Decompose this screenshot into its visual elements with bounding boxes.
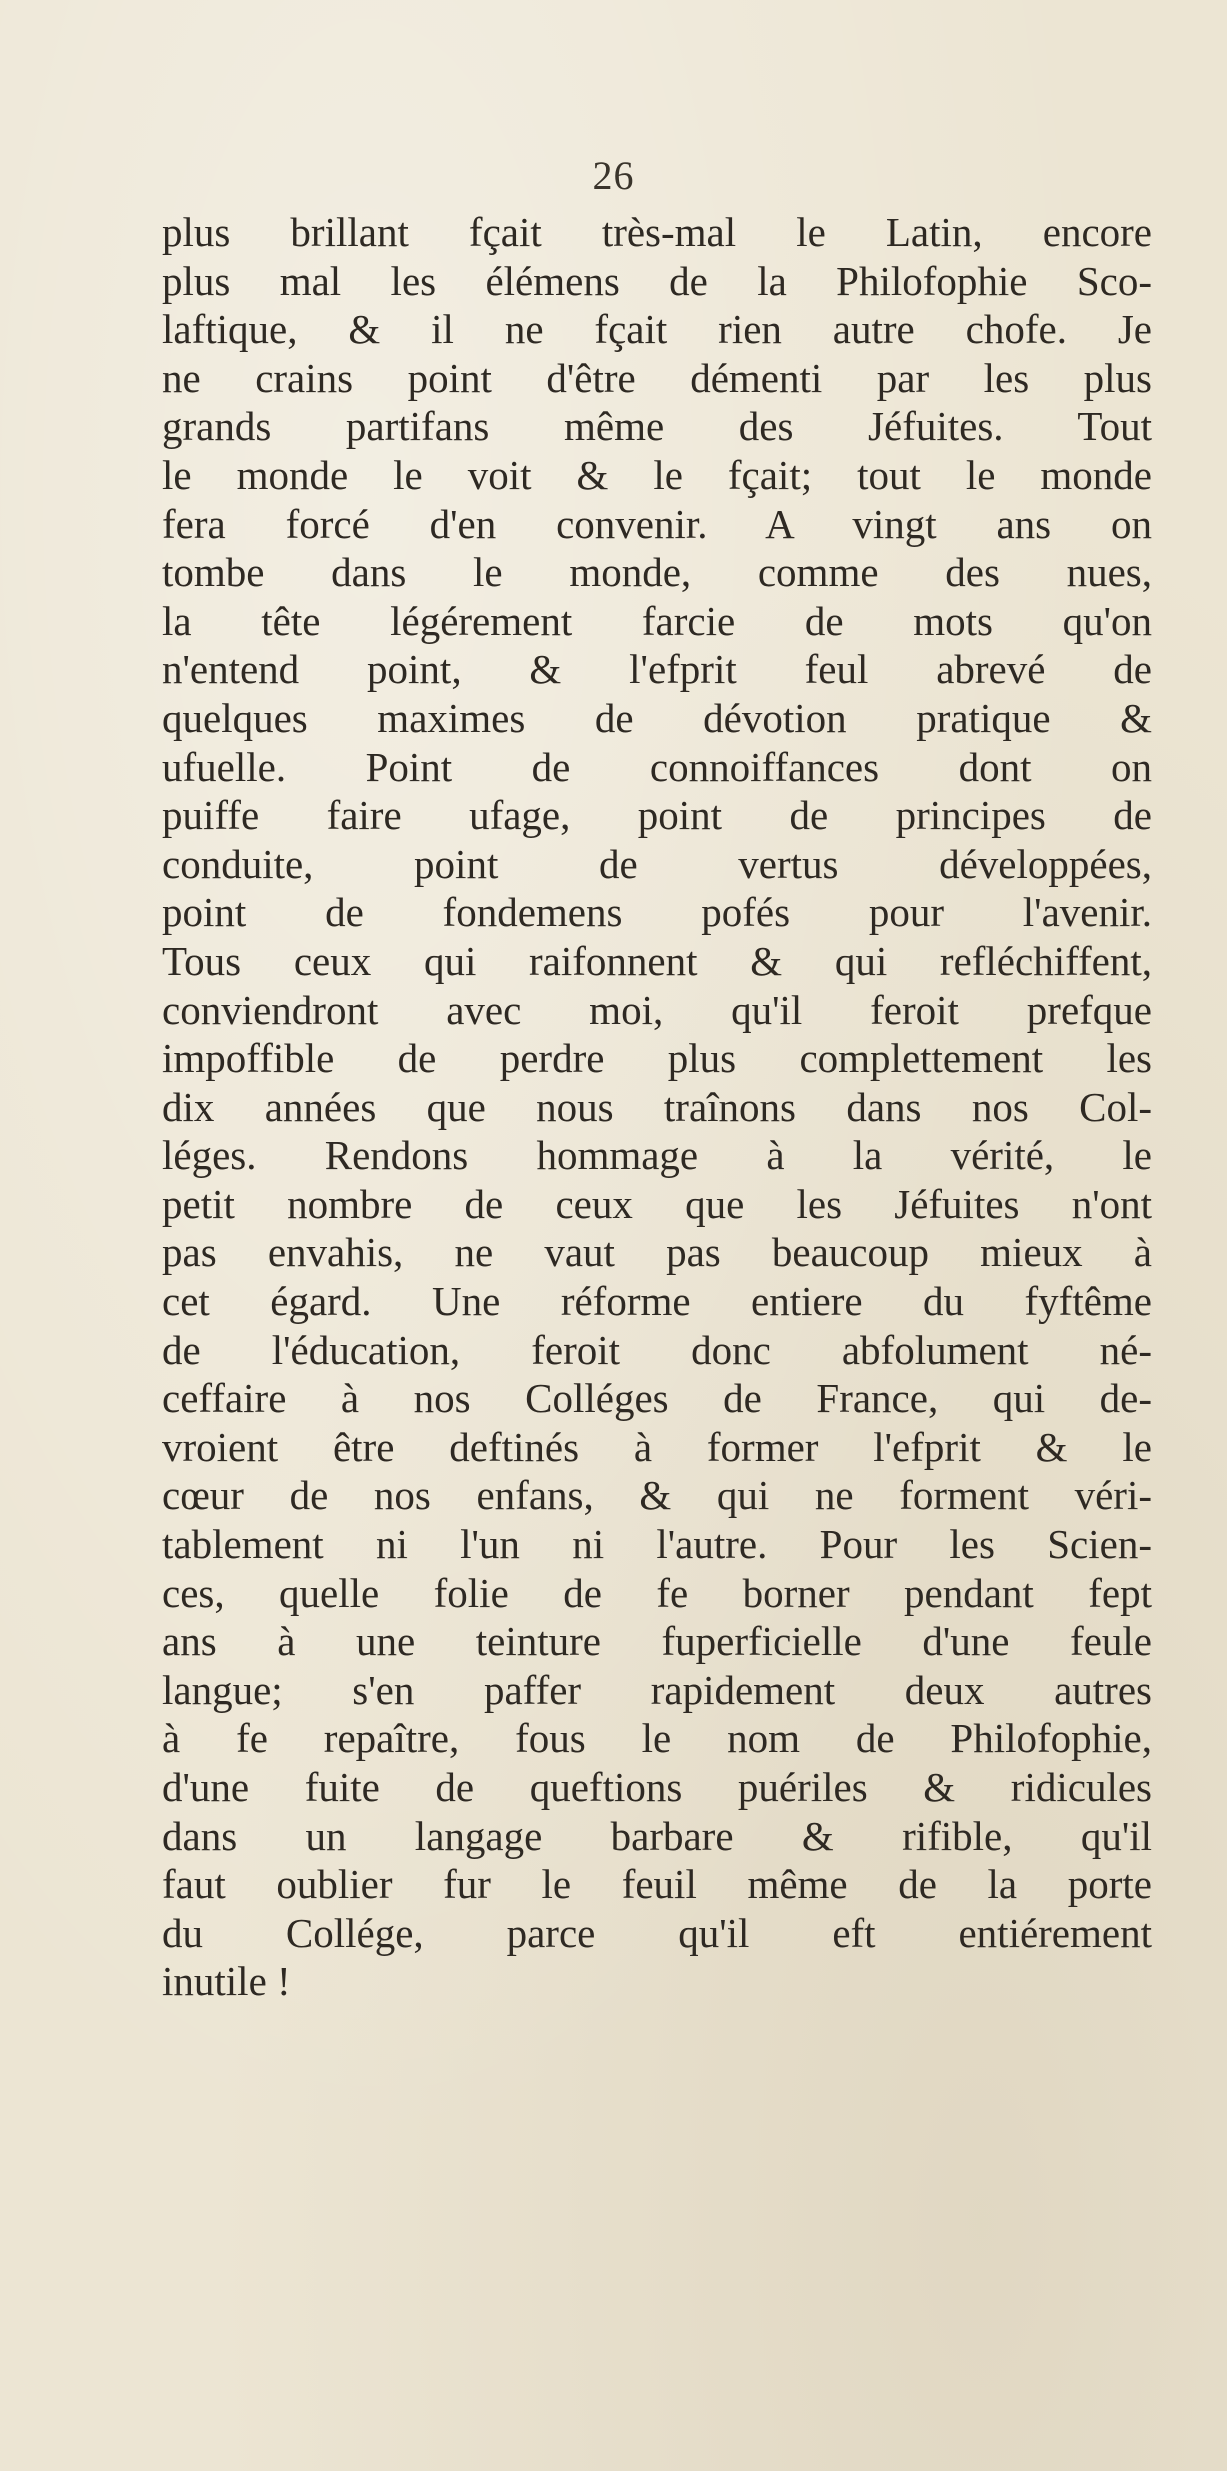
- body-text: [162, 208, 1152, 2006]
- text-line: faut oublier fur le feuil même de la porte: [162, 1861, 1152, 1908]
- text-line: pas envahis, ne vaut pas beaucoup mieux à: [162, 1229, 1152, 1276]
- text-line: léges. Rendons hommage à la vérité, le: [162, 1132, 1152, 1179]
- text-line: vroient être deftinés à former l'efprit & le: [162, 1423, 1152, 1470]
- text-line: Tous ceux qui raifonnent & qui refléchiffent,: [162, 937, 1152, 984]
- text-line: point de fondemens pofés pour l'avenir.: [162, 889, 1152, 936]
- text-line: ans à une teinture fuperficielle d'une feule: [162, 1618, 1152, 1665]
- text-line: laftique, & il ne fçait rien autre chofe. Je: [162, 306, 1152, 353]
- text-line: dix années que nous traînons dans nos Col-: [162, 1083, 1152, 1130]
- text-line: quelques maximes de dévotion pratique &: [162, 694, 1152, 741]
- text-line: la tête légérement farcie de mots qu'on: [162, 597, 1152, 644]
- page-number: 26: [592, 153, 635, 198]
- text-line: de l'éducation, feroit donc abfolument né-: [162, 1326, 1152, 1373]
- text-line: le monde le voit & le fçait; tout le monde: [162, 451, 1152, 498]
- text-line: inutile !: [162, 1958, 291, 2005]
- text-line: fera forcé d'en convenir. A vingt ans on: [162, 500, 1152, 547]
- text-line: petit nombre de ceux que les Jéfuites n'ont: [162, 1180, 1152, 1227]
- text-line: conviendront avec moi, qu'il feroit prefque: [162, 986, 1152, 1033]
- text-line: impoffible de perdre plus complettement les: [162, 1035, 1152, 1082]
- text-line: n'entend point, & l'efprit feul abrevé de: [162, 646, 1152, 693]
- text-line: tablement ni l'un ni l'autre. Pour les Scien-: [162, 1521, 1152, 1568]
- text-line: langue; s'en paffer rapidement deux autres: [162, 1666, 1152, 1713]
- text-line: du Collége, parce qu'il eft entiérement: [162, 1909, 1152, 1956]
- text-line: dans un langage barbare & rifible, qu'il: [162, 1812, 1152, 1859]
- text-line: grands partifans même des Jéfuites. Tout: [162, 403, 1152, 450]
- text-line: ces, quelle folie de fe borner pendant fept: [162, 1569, 1152, 1616]
- text-line: d'une fuite de queftions puériles & ridicules: [162, 1764, 1152, 1810]
- text-line: conduite, point de vertus développées,: [162, 840, 1152, 887]
- text-line: plus brillant fçait très-mal le Latin, encore: [162, 209, 1152, 255]
- text-line: tombe dans le monde, comme des nues,: [162, 549, 1152, 596]
- text-line: ufuelle. Point de connoiffances dont on: [162, 743, 1152, 790]
- text-line: plus mal les élémens de la Philofophie Sco-: [162, 257, 1152, 304]
- text-line: ne crains point d'être démenti par les plus: [162, 354, 1152, 401]
- text-line: cet égard. Une réforme entiere du fyftême: [162, 1278, 1152, 1325]
- text-line: cœur de nos enfans, & qui ne forment véri-: [162, 1472, 1152, 1519]
- text-line: à fe repaître, fous le nom de Philofophie,: [162, 1715, 1152, 1762]
- text-line: ceffaire à nos Colléges de France, qui de-: [162, 1375, 1152, 1422]
- text-line: puiffe faire ufage, point de principes de: [162, 792, 1152, 839]
